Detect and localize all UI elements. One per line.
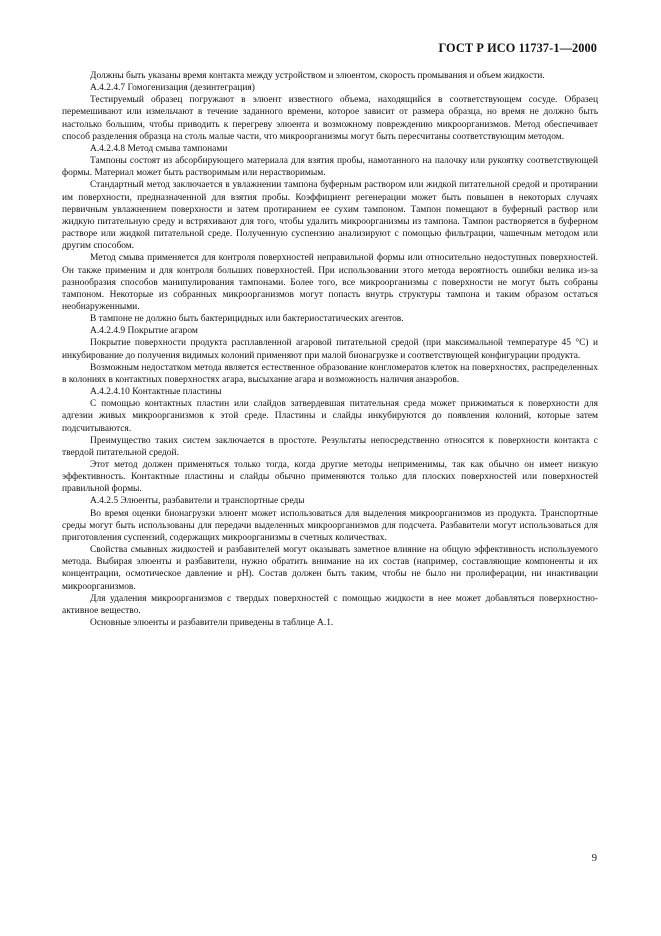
paragraph: Свойства смывных жидкостей и разбавителей могут оказывать заметное влияние на общую эффективность используемого метода. Выбирая элюенты и разбавители, нужно обратить внимание на их состав (например, составляющие компоненты и их концентрации, осмотическое давление и рН). Состав должен быть таким, чтобы не было ни пролиферации, ни инактивации микроорганизмов. — [62, 545, 598, 592]
page-number: 9 — [591, 853, 597, 864]
paragraph: В тампоне не должно быть бактерицидных или бактериостатических агентов. — [90, 314, 404, 325]
paragraph: Этот метод должен применяться только тогда, когда другие методы неприменимы, так как обычно он имеет низкую эффективность. Контактные пластины и слайды обычно применяются только для плоских поверхностей или поверхностей правильной формы. — [62, 460, 598, 495]
paragraph: Преимущество таких систем заключается в простоте. Результаты непосредственно относятся к поверхности контакта с твердой питательной средой. — [62, 435, 598, 458]
section-heading: А.4.2.4.8 Метод смыва тампонами — [90, 143, 228, 154]
document-header: ГОСТ Р ИСО 11737-1—2000 — [438, 41, 597, 55]
paragraph: Метод смыва применяется для контроля поверхностей неправильной формы или относительно недоступных поверхностей. Он также применим и для контроля больших поверхностей. При использовании этого метода вероятность ошибки велика из-за разнообразия способов манипулирования тампонами. Более того, все микроорганизмы с поверхности не могут быть собраны тампоном. Некоторые из собранных микроорганизмов могут попасть внутрь структуры тампона и таким образом остаться необнаруженными. — [62, 253, 598, 312]
paragraph: Стандартный метод заключается в увлажнении тампона буферным раствором или жидкой питательной средой и протирании им поверхности, предназначенной для взятия пробы. Коэффициент регенерации может быть повышен в некоторых случаях первичным увлажнением поверхности и затем протиранием ее сухим тампоном. Тампон помещают в буферный раствор или жидкую питательную среду и встряхивают для того, чтобы удалить микроорганизмы из тампона. Тампон растворяется в буферном растворе или жидкой питательной среде. Полученную суспензию анализируют с помощью фильтрации, чашечным методом или другим способом. — [62, 180, 598, 252]
section-heading: А.4.2.4.10 Контактные пластины — [90, 387, 222, 398]
paragraph: Тампоны состоят из абсорбирующего материала для взятия пробы, намотанного на палочку или рукоятку соответствующей формы. Материал может быть растворимым или нерастворимым. — [62, 156, 598, 179]
paragraph: Тестируемый образец погружают в элюент известного объема, находящийся в соответствующем сосуде. Образец перемешивают или измельчают в течение заданного времени, которое зависит от размера образца, но время не должно быть настолько большим, чтобы приводить к перегреву элюента и возможному повреждению микроорганизмов. Метод обеспечивает способ разделения образца на столь малые части, что микроорганизмы могут быть пересчитаны соответствующим методом. — [62, 95, 598, 142]
paragraph: Возможным недостатком метода является естественное образование конгломератов клеток на поверхностях, распределенных в колониях в контактных поверхностях агара, высыхание агара и возможность наличия анаэробов. — [62, 362, 598, 385]
paragraph: Покрытие поверхности продукта расплавленной агаровой питательной средой (при максимальной температуре 45 °С) и инкубирование до получения видимых колоний применяют при малой бионагрузке и соответствующей конфигурации продукта. — [62, 338, 598, 361]
paragraph: Основные элюенты и разбавители приведены в таблице А.1. — [90, 618, 334, 629]
section-heading: А.4.2.5 Элюенты, разбавители и транспортные среды — [90, 496, 305, 507]
paragraph: Для удаления микроорганизмов с твердых поверхностей с помощью жидкости в нее может добавляться поверхностно-активное вещество. — [62, 593, 598, 616]
paragraph: Должны быть указаны время контакта между устройством и элюентом, скорость промывания и объем жидкости. — [90, 71, 545, 81]
paragraph: С помощью контактных пластин или слайдов затвердевшая питательная среда может прижиматься к поверхности для адгезии живых микроорганизмов к этой среде. Пластины и слайды инкубируются до появления колоний, которые затем подсчитываются. — [62, 399, 598, 434]
section-heading: А.4.2.4.9 Покрытие агаром — [90, 326, 198, 337]
section-heading: А.4.2.4.7 Гомогенизация (дезинтеграция) — [90, 83, 255, 94]
paragraph: Во время оценки бионагрузки элюент может использоваться для выделения микроорганизмов из продукта. Транспортные среды могут быть использованы для передачи выделенных микроорганизмов для подсчета. Разбавители могут использоваться для приготовления суспензий, содержащих микроорганизмы в счетных количествах. — [62, 508, 598, 543]
document-body — [62, 70, 598, 629]
